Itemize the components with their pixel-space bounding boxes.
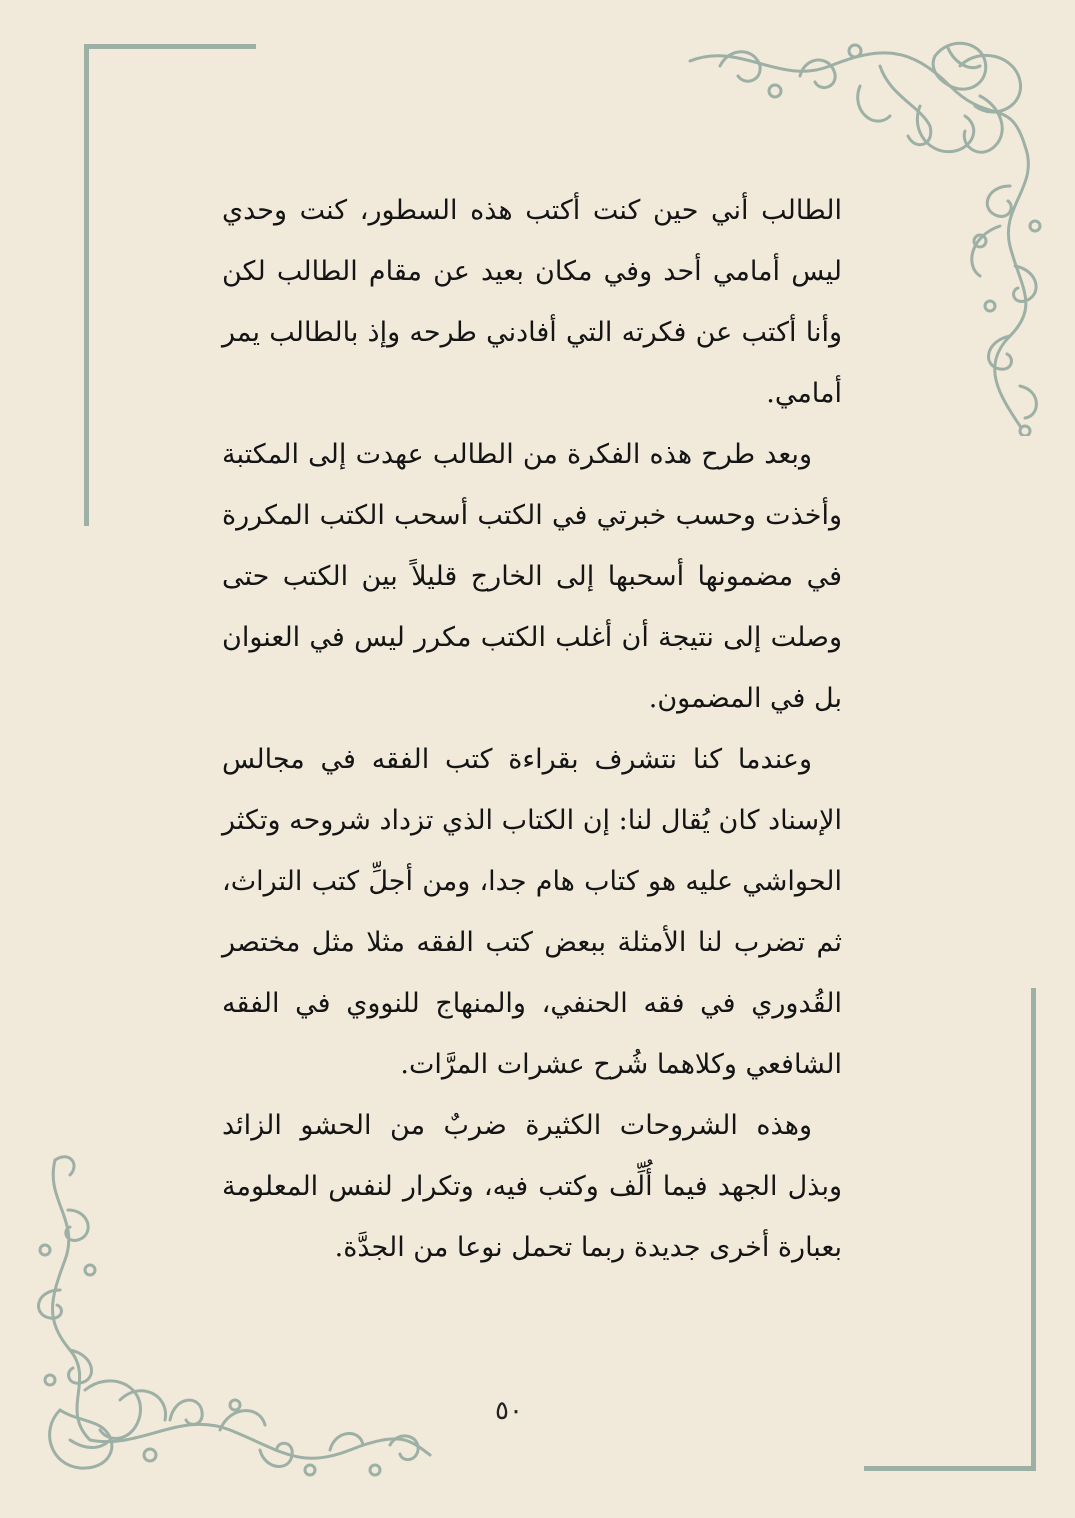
paragraph-4: وهذه الشروحات الكثيرة ضربٌ من الحشو الزائد وبذل الجهد فيما أُلِّف وكتب فيه، وتكرار لنفس المعلومة بعبارة أخرى جديدة ربما تحمل نوعا من الجدَّة. bbox=[222, 1110, 842, 1263]
paragraph-1: الطالب أني حين كنت أكتب هذه السطور، كنت وحدي ليس أمامي أحد وفي مكان بعيد عن مقام الطالب لكن وأنا أكتب عن فكرته التي أفادني طرحه وإذ بالطالب يمر أمامي. bbox=[222, 195, 842, 409]
paragraph-2: وبعد طرح هذه الفكرة من الطالب عهدت إلى المكتبة وأخذت وحسب خبرتي في الكتب أسحب الكتب المكررة في مضمونها أسحبها إلى الخارج قليلاً بين الكتب حتى وصلت إلى نتيجة أن أغلب الكتب مكرر ليس في العنوان بل في المضمون. bbox=[222, 439, 842, 714]
page-number: ٥٠ bbox=[495, 1396, 523, 1426]
frame-line-bottom-right-horizontal bbox=[864, 1466, 1036, 1471]
article-body bbox=[222, 180, 842, 1278]
frame-line-top-left-horizontal bbox=[84, 44, 256, 49]
paragraph-3: وعندما كنا نتشرف بقراءة كتب الفقه في مجالس الإسناد كان يُقال لنا: إن الكتاب الذي تزداد شروحه وتكثر الحواشي عليه هو كتاب هام جدا، ومن أجلِّ كتب التراث، ثم تضرب لنا الأمثلة ببعض كتب الفقه مثلا مثل مختصر القُدوري في فقه الحنفي، والمنهاج للنووي في الفقه الشافعي وكلاهما شُرح عشرات المرَّات. bbox=[222, 744, 842, 1080]
frame-line-bottom-right-vertical bbox=[1031, 988, 1036, 1471]
frame-line-top-left-vertical bbox=[84, 44, 89, 526]
